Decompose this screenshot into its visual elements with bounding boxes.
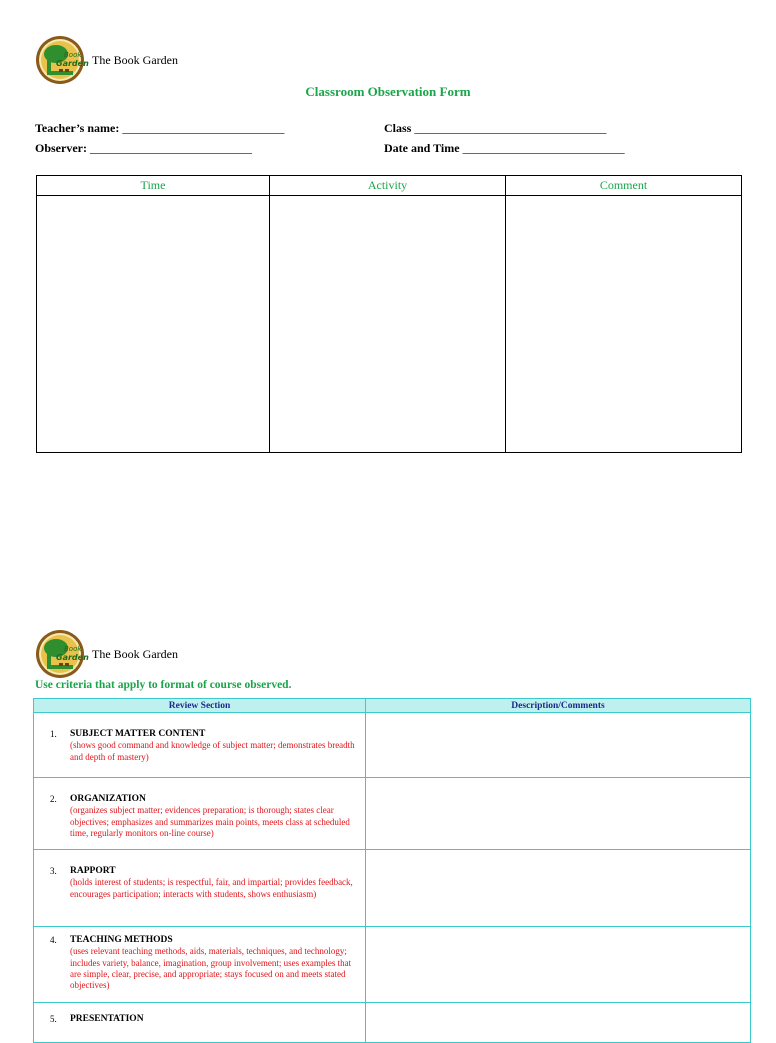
comment-cell[interactable] <box>366 927 751 1003</box>
review-table-header <box>34 699 751 713</box>
table-row <box>34 1003 751 1043</box>
teacher-name-label: Teacher’s name: <box>35 121 120 135</box>
column-comment: Comment <box>506 176 742 196</box>
criteria-instruction: Use criteria that apply to format of course observed. <box>35 679 292 691</box>
page2-header-brand <box>35 629 178 679</box>
review-section-cell <box>34 1003 366 1043</box>
svg-text:Book: Book <box>64 51 82 59</box>
item-heading: SUBJECT MATTER CONTENT <box>70 729 206 739</box>
svg-text:Garden: Garden <box>56 653 89 662</box>
date-time-field[interactable] <box>384 141 625 156</box>
table-row <box>37 196 742 453</box>
comment-cell[interactable] <box>366 713 751 778</box>
item-heading: ORGANIZATION <box>70 794 146 804</box>
column-activity: Activity <box>270 176 506 196</box>
svg-text:Garden: Garden <box>56 59 89 68</box>
activity-cell[interactable] <box>270 196 506 453</box>
item-number: 1. <box>50 729 57 739</box>
review-section-cell <box>34 927 366 1003</box>
item-heading: TEACHING METHODS <box>70 935 173 945</box>
book-garden-logo-icon <box>35 35 89 85</box>
table-row <box>34 778 751 850</box>
brand-name: The Book Garden <box>92 52 178 67</box>
date-time-label: Date and Time <box>384 141 460 155</box>
teacher-name-line[interactable]: ___________________________ <box>122 121 285 135</box>
item-description: (shows good command and knowledge of subject matter; demonstrates breadth and depth of mastery) <box>70 740 355 762</box>
item-description: (holds interest of students; is respectful, fair, and impartial; provides feedback, encourages participation; interacts with students, shows enthusiasm) <box>70 877 353 899</box>
table-row <box>34 927 751 1003</box>
brand-name: The Book Garden <box>92 646 178 661</box>
observation-table <box>36 175 742 453</box>
item-number: 2. <box>50 794 57 804</box>
item-number: 3. <box>50 866 57 876</box>
comment-cell[interactable] <box>506 196 742 453</box>
time-cell[interactable] <box>37 196 270 453</box>
svg-text:Book: Book <box>64 645 82 653</box>
observation-table-header <box>37 176 742 196</box>
comment-cell[interactable] <box>366 1003 751 1043</box>
table-row <box>34 713 751 778</box>
item-heading: RAPPORT <box>70 866 116 876</box>
class-label: Class <box>384 121 412 135</box>
column-time: Time <box>37 176 270 196</box>
class-field[interactable] <box>384 121 606 136</box>
review-section-cell <box>34 778 366 850</box>
comment-cell[interactable] <box>366 778 751 850</box>
table-row <box>34 850 751 927</box>
book-garden-logo-icon <box>35 629 89 679</box>
header-brand <box>35 35 178 85</box>
class-line[interactable]: ________________________________ <box>414 121 607 135</box>
column-description-comments: Description/Comments <box>366 699 751 713</box>
item-description: (uses relevant teaching methods, aids, materials, techniques, and technology; includes variety, balance, imagination, group involvement; uses examples that are simple, clear, precise, and appropriate; stays focused on and meets stated objectives) <box>70 946 352 991</box>
column-review-section: Review Section <box>34 699 366 713</box>
observer-line[interactable]: ___________________________ <box>89 141 252 155</box>
observer-label: Observer: <box>35 141 87 155</box>
review-table <box>33 698 751 1043</box>
review-section-cell <box>34 850 366 927</box>
form-title: Classroom Observation Form <box>305 84 471 99</box>
observer-field[interactable] <box>35 141 252 156</box>
item-description: (organizes subject matter; evidences preparation; is thorough; states clear objectives; emphasizes and summarizes main points, meets class at scheduled time, regularly monitors on-line course) <box>70 805 350 838</box>
teacher-name-field[interactable] <box>35 121 284 136</box>
item-number: 5. <box>50 1014 57 1024</box>
comment-cell[interactable] <box>366 850 751 927</box>
item-number: 4. <box>50 935 57 945</box>
review-section-cell <box>34 713 366 778</box>
date-time-line[interactable]: ___________________________ <box>462 141 625 155</box>
item-heading: PRESENTATION <box>70 1014 144 1024</box>
